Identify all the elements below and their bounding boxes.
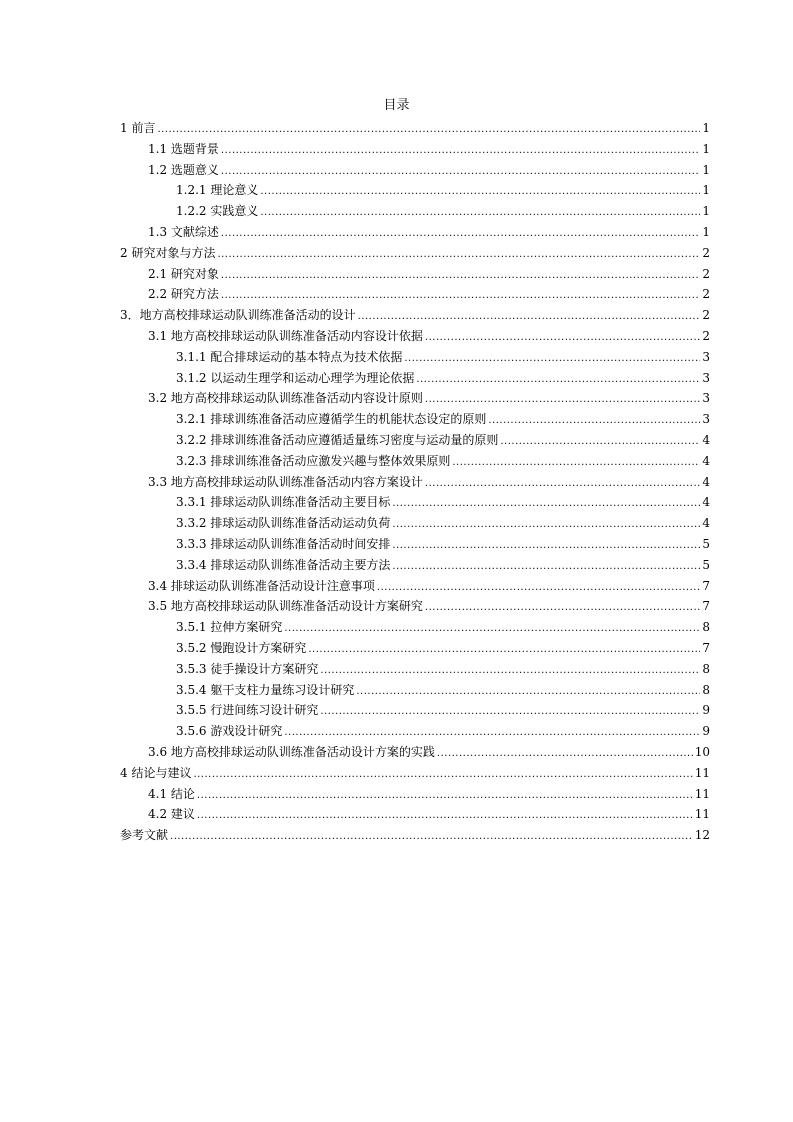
toc-dot-leader	[416, 370, 700, 391]
toc-entry-title: 3.3.2 排球运动队训练准备活动运动负荷	[176, 516, 391, 531]
toc-entry[interactable]	[120, 700, 710, 721]
toc-entry[interactable]	[120, 659, 710, 680]
toc-page-number: 1	[702, 141, 710, 156]
toc-entry-title: 3.2.2 排球训练准备活动应遵循适量练习密度与运动量的原则	[176, 432, 499, 447]
toc-entry[interactable]	[120, 430, 710, 451]
toc-page-number: 3	[702, 370, 710, 385]
toc-page-number: 2	[702, 308, 710, 323]
toc-entry[interactable]	[120, 472, 710, 493]
toc-entry-title: 4.2 建议	[148, 807, 195, 822]
toc-entry-title: 3.5.3 徒手操设计方案研究	[176, 661, 319, 676]
toc-page-number: 4	[702, 516, 710, 531]
toc-dot-leader	[197, 786, 693, 807]
toc-dot-leader	[320, 702, 700, 723]
toc-dot-leader	[221, 224, 700, 245]
toc-entry[interactable]	[120, 451, 710, 472]
toc-entry[interactable]	[120, 264, 710, 285]
toc-entry[interactable]	[120, 534, 710, 555]
toc-entry[interactable]	[120, 326, 710, 347]
toc-entry[interactable]	[120, 118, 710, 139]
toc-entry[interactable]	[120, 368, 710, 389]
toc-dot-leader	[308, 640, 700, 661]
toc-entry[interactable]	[120, 721, 710, 742]
toc-entry[interactable]	[120, 784, 710, 805]
toc-entry-title: 3．地方高校排球运动队训练准备活动的设计	[120, 308, 356, 323]
toc-entry-title: 3.5.5 行进间练习设计研究	[176, 703, 319, 718]
toc-entry-title: 3.2.1 排球训练准备活动应遵循学生的机能状态设定的原则	[176, 412, 487, 427]
toc-entry[interactable]	[120, 222, 710, 243]
toc-entry[interactable]	[120, 409, 710, 430]
table-of-contents	[120, 118, 710, 846]
toc-entry-title: 3.5.4 躯干支柱力量练习设计研究	[176, 682, 355, 697]
toc-entry-title: 1.2 选题意义	[148, 162, 219, 177]
toc-page-number: 12	[694, 828, 710, 843]
toc-entry-title: 2 研究对象与方法	[120, 245, 216, 260]
toc-page-number: 8	[702, 620, 710, 635]
toc-page-number: 5	[702, 536, 710, 551]
toc-entry[interactable]	[120, 596, 710, 617]
toc-page-number: 2	[702, 266, 710, 281]
toc-dot-leader	[170, 827, 693, 848]
toc-page-number: 2	[702, 328, 710, 343]
toc-dot-leader	[260, 182, 700, 203]
toc-entry-title: 2.2 研究方法	[148, 287, 219, 302]
toc-page-number: 3	[702, 412, 710, 427]
toc-entry[interactable]	[120, 680, 710, 701]
toc-entry[interactable]	[120, 347, 710, 368]
toc-page-number: 1	[702, 162, 710, 177]
toc-dot-leader	[358, 307, 701, 328]
toc-entry-title: 4.1 结论	[148, 786, 195, 801]
toc-page-number: 5	[702, 557, 710, 572]
toc-entry[interactable]	[120, 513, 710, 534]
toc-entry-title: 3.5.6 游戏设计研究	[176, 724, 283, 739]
toc-dot-leader	[193, 765, 692, 786]
toc-entry[interactable]	[120, 180, 710, 201]
toc-dot-leader	[437, 744, 693, 765]
toc-entry-title: 3.5 地方高校排球运动队训练准备活动设计方案研究	[148, 599, 423, 614]
toc-dot-leader	[392, 515, 700, 536]
toc-dot-leader	[197, 806, 693, 827]
toc-entry[interactable]	[120, 742, 710, 763]
toc-entry[interactable]	[120, 555, 710, 576]
toc-dot-leader	[221, 266, 700, 287]
toc-entry-title: 3.1 地方高校排球运动队训练准备活动内容设计依据	[148, 328, 423, 343]
toc-entry-title: 3.4 排球运动队训练准备活动设计注意事项	[148, 578, 375, 593]
toc-entry-title: 3.3.3 排球运动队训练准备活动时间安排	[176, 536, 391, 551]
toc-entry[interactable]	[120, 139, 710, 160]
toc-entry[interactable]	[120, 617, 710, 638]
toc-page-number: 4	[702, 474, 710, 489]
toc-page-number: 1	[702, 204, 710, 219]
toc-entry[interactable]	[120, 388, 710, 409]
toc-dot-leader	[404, 349, 700, 370]
toc-dot-leader	[425, 474, 700, 495]
toc-dot-leader	[392, 536, 700, 557]
toc-entry-title: 3.2.3 排球训练准备活动应激发兴趣与整体效果原则	[176, 453, 451, 468]
toc-dot-leader	[320, 661, 700, 682]
toc-page-number: 3	[702, 391, 710, 406]
toc-page-number: 3	[702, 349, 710, 364]
toc-entry-title: 1.2.2 实践意义	[176, 204, 259, 219]
toc-entry[interactable]	[120, 576, 710, 597]
toc-entry-title: 2.1 研究对象	[148, 266, 219, 281]
toc-page-number: 11	[694, 765, 710, 780]
toc-entry[interactable]	[120, 243, 710, 264]
toc-page-number: 1	[702, 183, 710, 198]
toc-entry-title: 3.3.4 排球运动队训练准备活动主要方法	[176, 557, 391, 572]
toc-entry-title: 3.3.1 排球运动队训练准备活动主要目标	[176, 495, 391, 510]
toc-entry[interactable]	[120, 492, 710, 513]
toc-entry[interactable]	[120, 305, 710, 326]
toc-entry-title: 参考文献	[120, 828, 169, 843]
toc-entry[interactable]	[120, 804, 710, 825]
toc-page-number: 1	[702, 121, 710, 135]
toc-dot-leader	[425, 390, 700, 411]
toc-page-number: 11	[694, 807, 710, 822]
toc-page-number: 8	[702, 682, 710, 697]
toc-entry[interactable]	[120, 638, 710, 659]
toc-entry[interactable]	[120, 160, 710, 181]
toc-entry-title: 1 前言	[120, 121, 156, 135]
toc-entry-title: 3.3 地方高校排球运动队训练准备活动内容方案设计	[148, 474, 423, 489]
toc-dot-leader	[452, 453, 700, 474]
toc-page-number: 4	[702, 432, 710, 447]
toc-dot-leader	[221, 141, 700, 162]
toc-dot-leader	[356, 682, 700, 703]
toc-page-number: 9	[702, 724, 710, 739]
toc-title: 目录	[383, 98, 410, 113]
toc-dot-leader	[217, 245, 700, 266]
toc-entry[interactable]	[120, 284, 710, 305]
toc-entry[interactable]	[120, 763, 710, 784]
toc-dot-leader	[221, 286, 700, 307]
toc-entry-title: 3.1.2 以运动生理学和运动心理学为理论依据	[176, 370, 415, 385]
toc-dot-leader	[425, 328, 700, 349]
toc-dot-leader	[157, 120, 700, 141]
toc-entry-title: 1.2.1 理论意义	[176, 183, 259, 198]
toc-entry-title: 3.1.1 配合排球运动的基本特点为技术依据	[176, 349, 403, 364]
toc-page-number: 7	[702, 599, 710, 614]
toc-page-number: 4	[702, 495, 710, 510]
toc-dot-leader	[260, 203, 700, 224]
toc-dot-leader	[392, 557, 700, 578]
toc-entry-title: 4 结论与建议	[120, 765, 192, 780]
toc-dot-leader	[221, 162, 700, 183]
toc-entry-title: 3.2 地方高校排球运动队训练准备活动内容设计原则	[148, 391, 423, 406]
toc-page-number: 2	[702, 287, 710, 302]
toc-page-number: 11	[694, 786, 710, 801]
toc-dot-leader	[500, 432, 700, 453]
toc-dot-leader	[392, 494, 700, 515]
toc-dot-leader	[425, 598, 700, 619]
toc-entry-title: 3.5.1 拉伸方案研究	[176, 620, 283, 635]
toc-entry-title: 1.3 文献综述	[148, 224, 219, 239]
toc-page-number: 2	[702, 245, 710, 260]
toc-page-number: 10	[694, 744, 710, 759]
toc-page-number: 7	[702, 578, 710, 593]
toc-dot-leader	[488, 411, 700, 432]
toc-page-number: 9	[702, 703, 710, 718]
toc-page-number: 7	[702, 640, 710, 655]
toc-entry-title: 3.5.2 慢跑设计方案研究	[176, 640, 307, 655]
toc-page-number: 1	[702, 224, 710, 239]
toc-page-number: 8	[702, 661, 710, 676]
toc-dot-leader	[377, 578, 700, 599]
toc-page-number: 4	[702, 453, 710, 468]
toc-dot-leader	[284, 723, 700, 744]
toc-entry[interactable]	[120, 825, 710, 846]
toc-dot-leader	[284, 619, 700, 640]
toc-entry-title: 3.6 地方高校排球运动队训练准备活动设计方案的实践	[148, 744, 435, 759]
toc-entry-title: 1.1 选题背景	[148, 141, 219, 156]
toc-entry[interactable]	[120, 201, 710, 222]
